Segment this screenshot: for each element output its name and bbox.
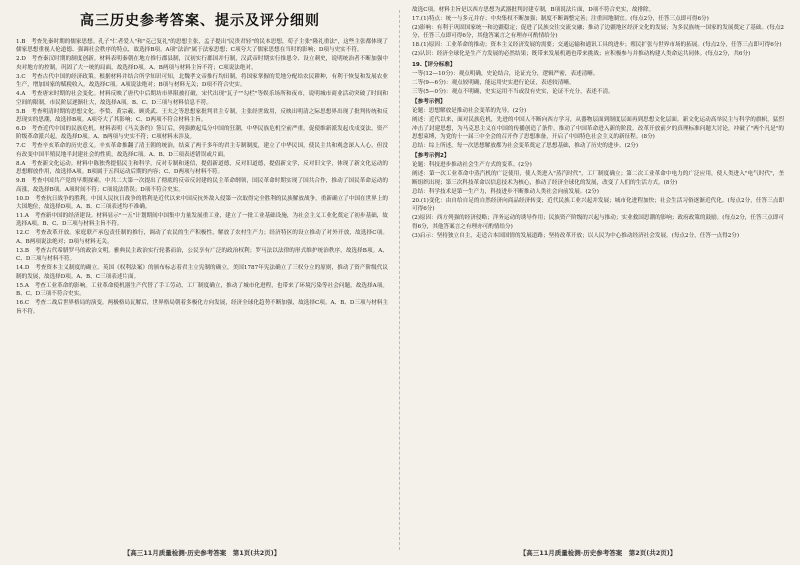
section-heading: 【参考示例2】 (412, 153, 450, 160)
answer-paragraph: 阐述：第一次工业革命中蒸汽机的广泛使用，使人类进入"蒸汽时代"，工厂制度确立；第二次工业革命中电力的广泛应用，使人类进入"电气时代"，垄断组织出现；第三次科技革命以信息技术为核心，推动了经济全球化的发展，改变了人们的生活方式。(8分) (412, 171, 784, 186)
answer-paragraph: (3)启示：坚持独立自主，走适合本国国情的发展道路；坚持改革开放；以人民为中心推动经济社会发展。(每点2分，任答一点得2分) (412, 232, 740, 239)
page-title: 高三历史参考答案、提示及评分细则 (80, 13, 320, 29)
answer-paragraph: 一等(12—10分)：观点明确，史论结合，论证充分，逻辑严密，表述清晰。 (412, 70, 599, 77)
answer-paragraph: 二等(9—6分)：观点较明确，能运用史实进行论证，表述较清晰。 (412, 79, 575, 86)
answer-paragraph: 15.A 考查工业革命的影响。工业革命使机器生产代替了手工劳动，工厂制度确立，推动了城市化进程，也带来了环境污染等社会问题，故选择A项。B、C、D三项不符合史实。 (16, 282, 388, 298)
footer-page-1: 【高三11月质量检测·历史参考答案 第1页(共2页)】 (123, 549, 281, 557)
answer-paragraph: 13.B 考查古代希腊罗马的政治文明。雅典民主政治实行轮番而治，公民享有广泛的政治权利；罗马法以法律的形式维护统治秩序，故选择B项。A、C、D三项与材料不符。 (16, 247, 388, 263)
answer-paragraph: 1.B 考查先秦时期的儒家思想。孔子"仁者爱人"和"克己复礼"的思想主张，孟子提出"民贵君轻"的民本思想，荀子主张"隆礼重法"，这些主张都体现了儒家思想重视人伦道德、强调社会秩序的特点，故选择B项。A项"法治"属于法家思想；C项夸大了儒家思想在当时的影响；D项与史实不符。 (16, 39, 388, 54)
answer-paragraph: 3.C 考查古代中国的经济政策。根据材料并结合所学知识可知，北魏孝文帝推行均田制，将国家掌握的荒地分配给农民耕种，有利于恢复和发展农业生产，增加国家的赋税收入，故选择C项。A项说法绝对；B项与材料无关；D项不符合史实。 (16, 73, 388, 89)
answer-paragraph: 总结：科学技术是第一生产力，科技进步不断推动人类社会向前发展。(2分) (412, 188, 599, 195)
answer-paragraph: 11.A 考查新中国的经济建设。材料显示"一五"计划期间中国集中力量发展重工业，建立了一批工业基础设施，为社会主义工业化奠定了初步基础，故选择A项。B、C、D三项与材料主旨不符。 (16, 213, 388, 228)
answer-paragraph: 论题：思想解放是推动社会变革的先导。(2分) (412, 108, 527, 115)
answer-paragraph: 18.(1)原因：工业革命的推动；资本主义经济发展的需要；交通运输和通讯工具的进步；殖民扩张与世界市场的拓展。(每点2分，任答三点即可得6分) (412, 42, 782, 49)
answer-paragraph: 2.D 考查秦汉时期的制度创新。材料表明秦朝在地方推行郡县制，汉初实行郡国并行制，汉武帝时期实行推恩令、设立刺史，说明统治者不断加强中央对地方的控制，巩固了大一统的局面，故选择D项。A、B两项与材料主旨不符；C项说法绝对。 (16, 56, 388, 71)
answer-paragraph: 论题：科技进步推动社会生产方式的变革。(2分) (412, 162, 532, 169)
answer-paragraph: 20.(1)变化：由自给自足的自然经济向商品经济转变；近代民族工业兴起并发展；城市化进程加快；社会生活习俗逐渐近代化。(每点2分，任答三点即可得6分) (412, 197, 784, 213)
answer-paragraph: 17.(1)特点：统一与多元并存；中央集权不断加强；制度不断调整完善；注重因地制宜。(每点2分，任答三点即可得6分) (412, 16, 709, 22)
answer-paragraph: (2)影响：有利于巩固国家统一和边疆稳定；促进了民族交往交流交融；推动了边疆地区经济文化的发展；为多民族统一国家的发展奠定了基础。(每点2分，任答三点即可得6分，其他答案言之有理亦可酌情给分) (412, 25, 784, 40)
right-column (412, 6, 784, 535)
answer-paragraph: 总结：综上所述，每一次思想解放都为社会变革奠定了思想基础，推动了历史的进步。(2分) (412, 143, 639, 150)
answer-paragraph: 16.C 考查二战后世界格局的演变。两极格局瓦解后，世界格局朝着多极化方向发展，经济全球化趋势不断加强，故选择C项。A、B、D三项与材料主旨不符。 (16, 300, 388, 315)
answer-paragraph: 4.A 考查唐宋时期的社会变化。材料反映了唐代中后期坊市界限被打破，宋代出现"瓦子""勾栏"等娱乐场所和夜市，说明城市商业活动突破了时间和空间的限制，市民阶层逐渐壮大，故选择A项。B、C、D三项与材料信息不符。 (16, 91, 388, 106)
answer-paragraph: 10.D 考查抗日战争的胜利。中国人民抗日战争的胜利是近代以来中国反抗外敌入侵第一次取得完全胜利的民族解放战争，重新确立了中国在世界上的大国地位，故选择D项。A、B、C三项表述均不准确。 (16, 195, 388, 211)
answer-paragraph: 8.A 考查新文化运动。材料中陈独秀提倡民主和科学，反对专制和迷信，提倡新道德，反对旧道德，提倡新文学，反对旧文学，体现了新文化运动的思想解放作用，故选择A项。B项属于五四运动后期的内容；C、D两项与材料不符。 (16, 160, 388, 176)
section-heading: 19.【评分标准】 (412, 61, 456, 68)
answer-paragraph: 故选C项。材料主旨是以西方思想为武器批判封建专制，B项说法片面，D项不符合史实，故排除。 (412, 7, 655, 13)
answer-paragraph: (2)原因：西方列强的经济侵略；洋务运动的诱导作用；民族资产阶级的兴起与推动；实业救国思潮的影响；政府政策的鼓励。(每点2分，任答三点即可得6分，其他答案言之有理亦可酌情给分) (412, 215, 784, 230)
answer-paragraph: (2)认识：经济全球化是生产力发展的必然结果；既带来发展机遇也带来挑战；应积极参与并推动构建人类命运共同体。(每点2分，共6分) (412, 51, 751, 58)
answer-paragraph: 阐述：近代以来，面对民族危机，先进的中国人不断向西方学习，从器物层面到制度层面再到思想文化层面。新文化运动高举民主与科学的旗帜，猛烈冲击了封建思想，为马克思主义在中国的传播创造了条件，推动了中国革命进入新的阶段。改革开放前夕的真理标准问题大讨论，冲破了"两个凡是"的思想束缚，为党的十一届三中全会的召开作了思想准备，开启了中国特色社会主义的新征程。(8分) (412, 117, 784, 141)
answer-paragraph: 6.D 考查近代中国的民族危机。材料表明《马关条约》签订后，列强掀起瓜分中国的狂潮，中华民族危机空前严重，促使维新派发起戊戌变法，资产阶级革命派兴起，故选择D项。A、B两项与史实不符；C项材料未涉及。 (16, 126, 388, 141)
answer-paragraph: 12.C 考查改革开放。家庭联产承包责任制的推行，调动了农民的生产积极性，解放了农村生产力；经济特区的设立推动了对外开放，故选择C项。A、B两项说法绝对；D项与材料无关。 (16, 230, 388, 245)
answer-paragraph: 7.C 考查辛亥革命的历史意义。辛亥革命推翻了清王朝的统治，结束了两千多年的君主专制制度，建立了中华民国，使民主共和观念深入人心，但没有改变中国半殖民地半封建社会的性质，故选择C项。A、B、D三项表述错误或片面。 (16, 143, 388, 158)
footer-page-2: 【高三11月质量检测·历史参考答案 第2页(共2页)】 (519, 549, 677, 557)
section-heading: 【参考示例】 (412, 99, 446, 106)
column-divider (399, 10, 400, 550)
left-column (16, 38, 388, 535)
answer-paragraph: 14.D 考查资本主义制度的确立。英国《权利法案》的颁布标志着君主立宪制的确立，美国1787年宪法确立了三权分立的原则，推动了资产阶级代议制的发展，故选择D项。A、B、C三项表述片面。 (16, 265, 388, 280)
answer-paragraph: 三等(5—0分)：观点不明确，史实运用不当或没有史实，论证不充分，表述不清。 (412, 88, 614, 95)
answer-paragraph: 9.B 考查中国共产党的早期探索。中共二大第一次提出了彻底的反帝反封建的民主革命纲领，国民革命时期实现了国共合作，推动了国民革命运动的高涨，故选择B项。A项时间不符；C项说法错误；D项不符合史实。 (16, 178, 388, 193)
answer-paragraph: 5.B 考查明清时期的思想文化。李贽、黄宗羲、顾炎武、王夫之等思想家批判君主专制，主张经世致用，反映出明清之际思想界出现了批判传统和反思现实的思潮，故选择B项。A项夸大了其影响；C、D两项不符合材料主旨。 (16, 108, 388, 124)
